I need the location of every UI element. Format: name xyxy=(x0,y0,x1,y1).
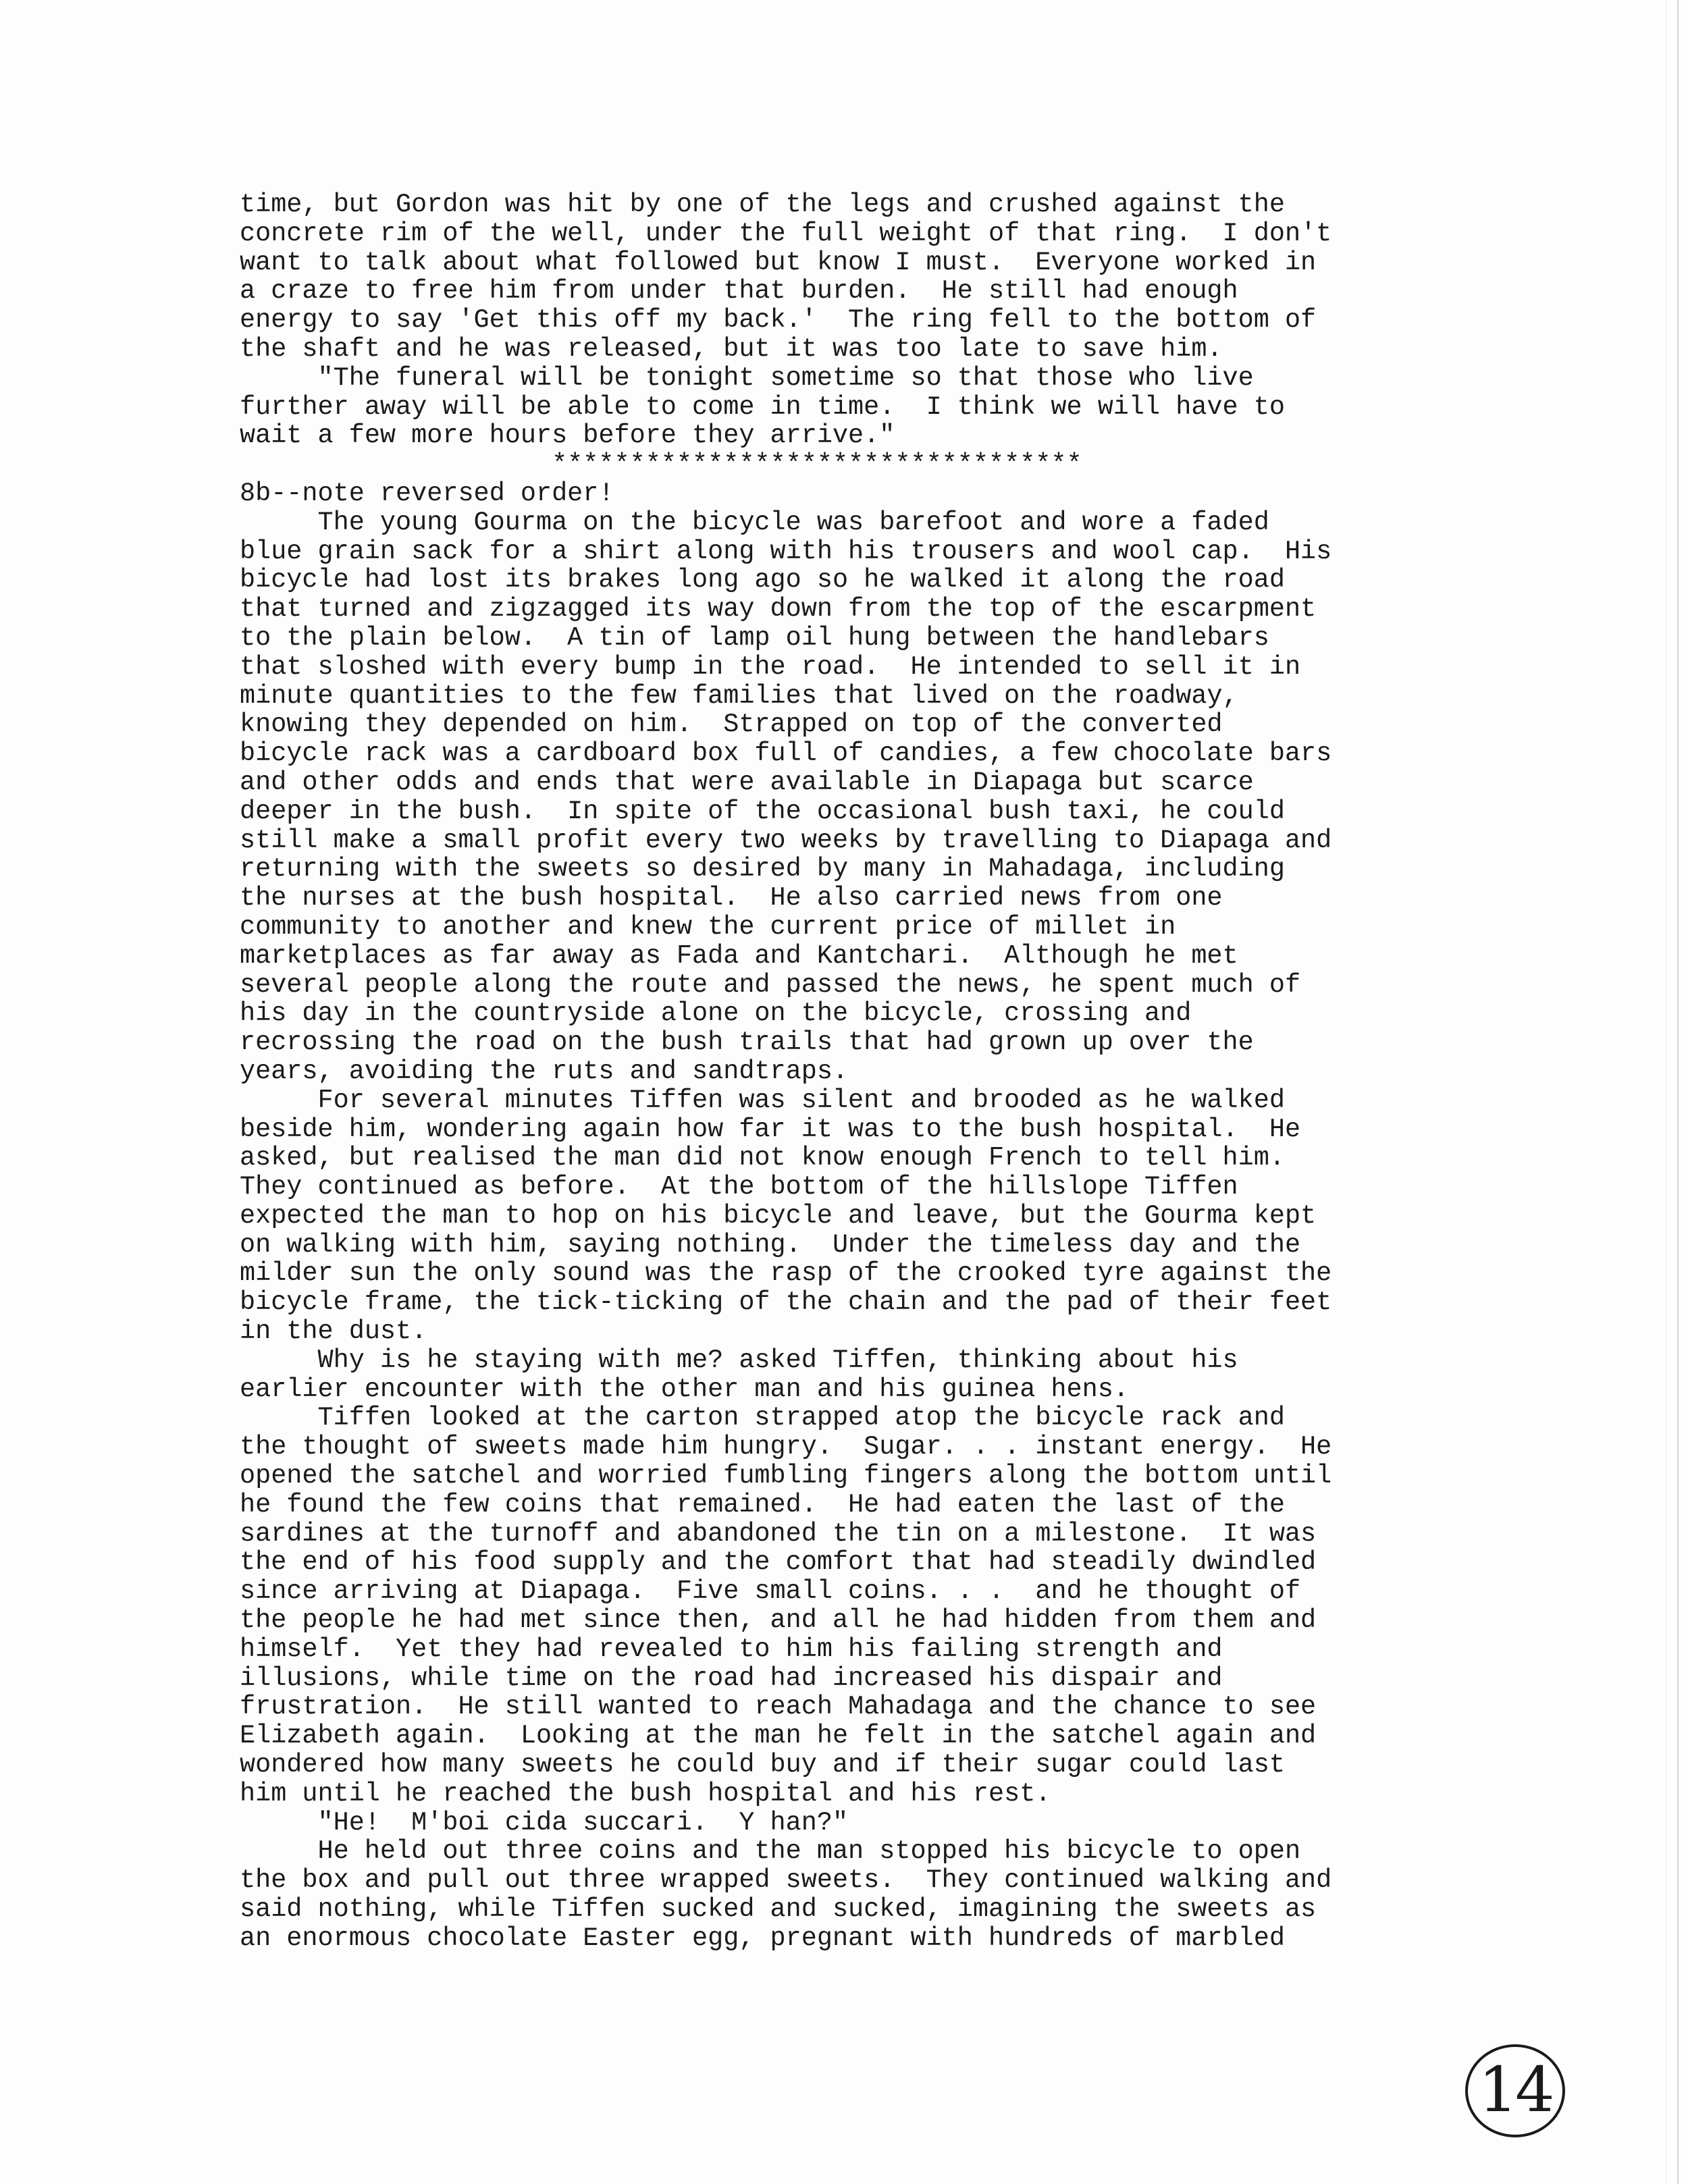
text-line: concrete rim of the well, under the full weight of that ring. I don't xyxy=(240,218,1332,248)
text-line: ********************************** xyxy=(240,450,1082,480)
text-line: community to another and knew the current price of millet in xyxy=(240,911,1176,942)
text-line: time, but Gordon was hit by one of the legs and crushed against the xyxy=(240,190,1285,219)
text-line: an enormous chocolate Easter egg, pregnant with hundreds of marbled xyxy=(240,1923,1285,1953)
text-line: milder sun the only sound was the rasp of the crooked tyre against the xyxy=(240,1258,1332,1289)
text-line: the thought of sweets made him hungry. Sugar. . . instant energy. He xyxy=(240,1432,1332,1462)
page-number: 14 xyxy=(1465,2044,1565,2137)
text-line: said nothing, while Tiffen sucked and sucked, imagining the sweets as xyxy=(240,1894,1317,1925)
text-line: wondered how many sweets he could buy and if their sugar could last xyxy=(240,1750,1285,1780)
text-line: to the plain below. A tin of lamp oil hung between the handlebars xyxy=(240,622,1269,653)
text-line: beside him, wondering again how far it was to the bush hospital. He xyxy=(240,1114,1301,1144)
text-line: bicycle had lost its brakes long ago so he walked it along the road xyxy=(240,565,1285,595)
text-line: illusions, while time on the road had increased his dispair and xyxy=(240,1663,1223,1693)
text-line: For several minutes Tiffen was silent and brooded as he walked xyxy=(240,1085,1285,1115)
text-line: "The funeral will be tonight sometime so that those who live xyxy=(240,363,1254,393)
text-line: and other odds and ends that were available in Diapaga but scarce xyxy=(240,767,1254,797)
text-line: in the dust. xyxy=(240,1316,427,1347)
text-line: returning with the sweets so desired by many in Mahadaga, including xyxy=(240,854,1285,884)
text-line: blue grain sack for a shirt along with his trousers and wool cap. His xyxy=(240,536,1332,566)
text-line: Elizabeth again. Looking at the man he felt in the satchel again and xyxy=(240,1721,1317,1751)
text-line: asked, but realised the man did not know enough French to tell him. xyxy=(240,1143,1285,1173)
text-line: the end of his food supply and the comfort that had steadily dwindled xyxy=(240,1547,1317,1578)
text-line: "He! M'boi cida succari. Y han?" xyxy=(240,1807,849,1838)
text-line: Tiffen looked at the carton strapped atop the bicycle rack and xyxy=(240,1403,1285,1433)
text-line: since arriving at Diapaga. Five small coins. . . and he thought of xyxy=(240,1576,1301,1607)
text-line: wait a few more hours before they arrive." xyxy=(240,421,895,451)
text-line: bicycle frame, the tick-ticking of the chain and the pad of their feet xyxy=(240,1287,1332,1318)
text-line: marketplaces as far away as Fada and Kantchari. Although he met xyxy=(240,940,1238,971)
text-line: the nurses at the bush hospital. He also carried news from one xyxy=(240,883,1223,913)
text-line: that sloshed with every bump in the road. He intended to sell it in xyxy=(240,651,1301,682)
text-line: recrossing the road on the bush trails that had grown up over the xyxy=(240,1028,1254,1058)
text-line: minute quantities to the few families that lived on the roadway, xyxy=(240,681,1238,711)
text-line: further away will be able to come in time. I think we will have to xyxy=(240,392,1285,422)
text-line: want to talk about what followed but know I must. Everyone worked in xyxy=(240,247,1317,277)
text-line: He held out three coins and the man stopped his bicycle to open xyxy=(240,1836,1301,1867)
text-line: opened the satchel and worried fumbling fingers along the bottom until xyxy=(240,1461,1332,1491)
text-line: bicycle rack was a cardboard box full of candies, a few chocolate bars xyxy=(240,739,1332,769)
text-line: Why is he staying with me? asked Tiffen, thinking about his xyxy=(240,1345,1238,1375)
text-line: energy to say 'Get this off my back.' The ring fell to the bottom of xyxy=(240,305,1317,336)
body-text xyxy=(240,190,1401,1953)
text-line: 8b--note reversed order! xyxy=(240,478,614,508)
text-line: sardines at the turnoff and abandoned the tin on a milestone. It was xyxy=(240,1518,1317,1549)
text-line: still make a small profit every two weeks by travelling to Diapaga and xyxy=(240,825,1332,855)
text-line: The young Gourma on the bicycle was barefoot and wore a faded xyxy=(240,507,1269,537)
text-line: the box and pull out three wrapped sweets. They continued walking and xyxy=(240,1865,1332,1896)
text-line: him until he reached the bush hospital and his rest. xyxy=(240,1778,1051,1809)
text-line: knowing they depended on him. Strapped on top of the converted xyxy=(240,710,1223,740)
text-line: several people along the route and passed the news, he spent much of xyxy=(240,969,1301,1000)
text-line: They continued as before. At the bottom of the hillslope Tiffen xyxy=(240,1172,1238,1202)
text-line: himself. Yet they had revealed to him his failing strength and xyxy=(240,1634,1223,1664)
text-line: a craze to free him from under that burden. He still had enough xyxy=(240,276,1238,307)
text-line: the people he had met since then, and all he had hidden from them and xyxy=(240,1605,1317,1636)
page-edge-line xyxy=(1677,0,1679,2184)
text-line: expected the man to hop on his bicycle and leave, but the Gourma kept xyxy=(240,1200,1317,1231)
text-line: deeper in the bush. In spite of the occasional bush taxi, he could xyxy=(240,796,1285,826)
text-line: years, avoiding the ruts and sandtraps. xyxy=(240,1056,849,1086)
text-line: his day in the countryside alone on the bicycle, crossing and xyxy=(240,998,1192,1029)
text-line: on walking with him, saying nothing. Under the timeless day and the xyxy=(240,1229,1301,1260)
text-line: that turned and zigzagged its way down from the top of the escarpment xyxy=(240,594,1317,624)
text-line: frustration. He still wanted to reach Mahadaga and the chance to see xyxy=(240,1692,1317,1722)
text-line: the shaft and he was released, but it was too late to save him. xyxy=(240,334,1223,364)
text-line: he found the few coins that remained. He had eaten the last of the xyxy=(240,1489,1285,1520)
text-line: earlier encounter with the other man and his guinea hens. xyxy=(240,1374,1129,1404)
